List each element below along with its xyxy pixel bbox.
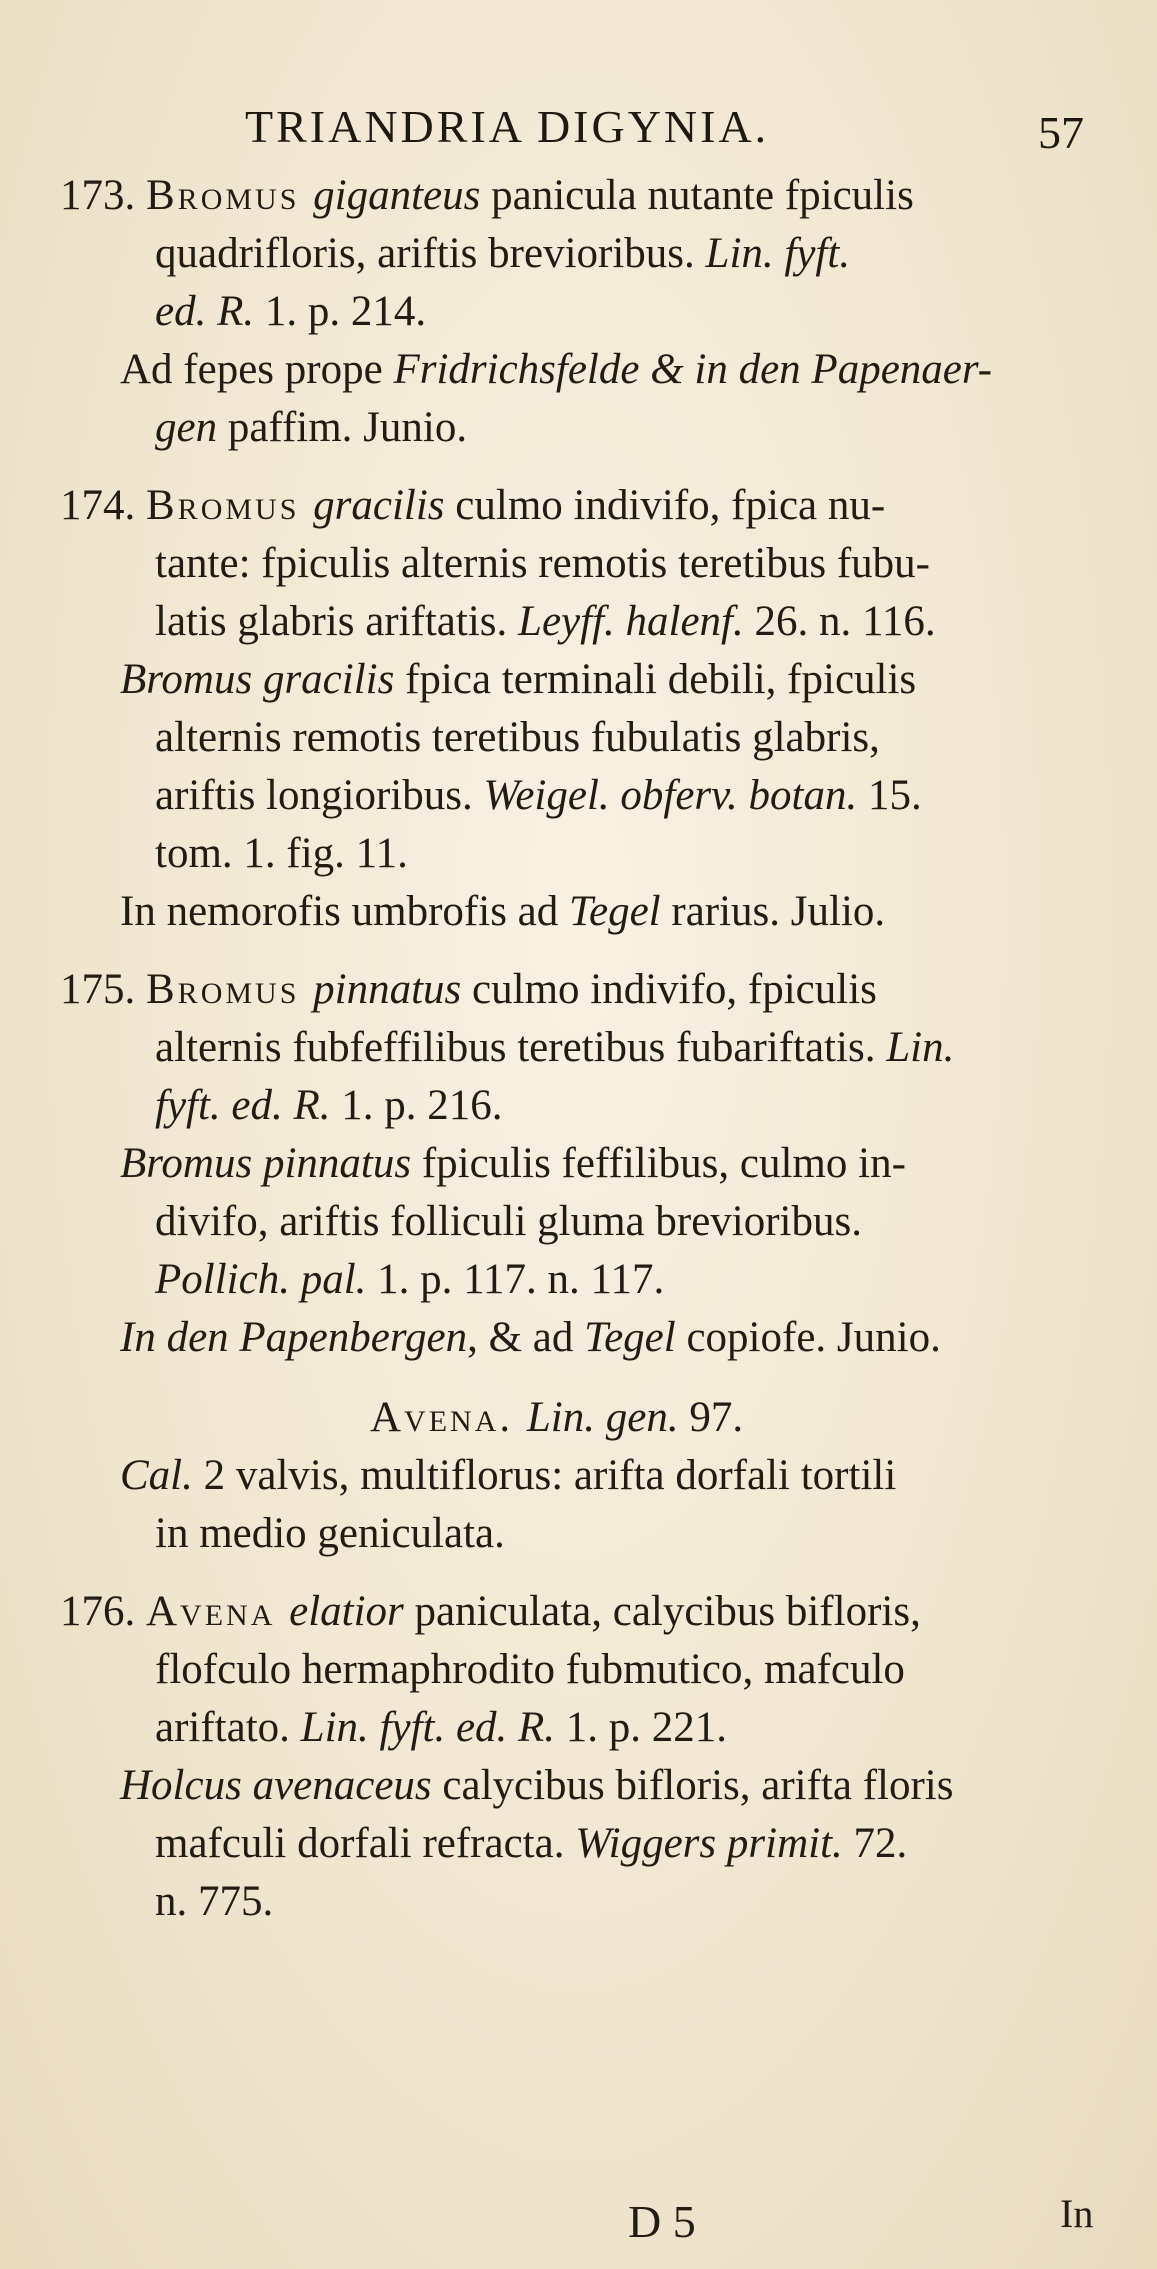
text-line xyxy=(120,1760,953,1812)
text-run: 1. p. 117. n. 117. xyxy=(366,1256,665,1303)
text-line xyxy=(155,538,930,590)
text-line xyxy=(155,1702,727,1754)
text-line xyxy=(155,402,467,454)
text-line xyxy=(155,1080,503,1132)
text-line xyxy=(155,770,922,822)
text-line xyxy=(155,1254,664,1306)
text-run: copiofe. Junio. xyxy=(675,1314,941,1361)
text-run: calycibus bifloris, arifta floris xyxy=(431,1762,954,1809)
entry-number: 176. xyxy=(60,1588,146,1635)
italic-text: Lin. fyft. ed. R. xyxy=(300,1704,556,1751)
italic-text: Tegel xyxy=(584,1314,676,1361)
italic-text: Lin. fyft. xyxy=(705,230,851,277)
signature-mark: D 5 xyxy=(628,2196,696,2247)
text-line xyxy=(60,170,914,222)
text-run: panicula nutante fpiculis xyxy=(480,172,914,219)
text-line xyxy=(120,1450,896,1502)
text-line xyxy=(155,1508,505,1560)
running-title: TRIANDRIA DIGYNIA. xyxy=(245,101,770,152)
genus-name: Bromus xyxy=(146,172,314,219)
italic-text: Lin. xyxy=(886,1024,955,1071)
text-run: mafculi dorfali refracta. xyxy=(155,1820,576,1867)
italic-text: Bromus gracilis xyxy=(120,656,395,703)
entry-number: 175. xyxy=(60,966,146,1013)
text-run: 26. n. 116. xyxy=(743,598,936,645)
text-run: 97. xyxy=(678,1394,744,1441)
italic-text: Bromus pinnatus xyxy=(120,1140,412,1187)
text-line xyxy=(155,228,850,280)
text-run: culmo indivifo, fpiculis xyxy=(461,966,877,1013)
genus-name: Bromus xyxy=(146,966,314,1013)
text-run: tom. 1. fig. 11. xyxy=(155,830,408,877)
text-run: fpica terminali debili, fpiculis xyxy=(394,656,917,703)
genus-name: Avena xyxy=(146,1588,290,1635)
text-line xyxy=(120,886,885,938)
italic-text: fyft. ed. R. xyxy=(155,1082,331,1129)
text-run: Ad fepes prope xyxy=(120,346,394,393)
text-run: fpiculis feffilibus, culmo in- xyxy=(411,1140,906,1187)
page-number: 57 xyxy=(1038,107,1084,158)
genus-name: Avena. xyxy=(370,1394,527,1441)
text-line xyxy=(120,1138,906,1190)
text-run: In nemorofis umbrofis ad xyxy=(120,888,570,935)
text-run: alternis remotis teretibus fubulatis glabris, xyxy=(155,714,880,761)
text-line xyxy=(120,654,916,706)
text-run: tante: fpiculis alternis remotis teretibus fubu- xyxy=(155,540,930,587)
text-line xyxy=(370,1392,743,1444)
text-run: ariftato. xyxy=(155,1704,301,1751)
entry-number: 174. xyxy=(60,482,146,529)
text-run: 15. xyxy=(857,772,922,819)
italic-text: Leyff. halenf. xyxy=(518,598,744,645)
italic-text: Tegel xyxy=(569,888,661,935)
text-run: , & ad xyxy=(467,1314,585,1361)
text-run: ariftis longioribus. xyxy=(155,772,484,819)
text-run: paniculata, calycibus bifloris, xyxy=(403,1588,921,1635)
text-line xyxy=(120,344,992,396)
catchword: In xyxy=(1060,2191,1094,2236)
italic-text: giganteus xyxy=(313,172,481,219)
text-run: flofculo hermaphrodito fubmutico, mafculo xyxy=(155,1646,905,1693)
text-line xyxy=(155,1818,907,1870)
italic-text: Lin. gen. xyxy=(526,1394,679,1441)
genus-name: Bromus xyxy=(146,482,314,529)
italic-text: pinnatus xyxy=(313,966,462,1013)
page-header xyxy=(0,100,1157,160)
text-line xyxy=(60,480,885,532)
italic-text: gen xyxy=(155,404,218,451)
text-run: latis glabris ariftatis. xyxy=(155,598,519,645)
italic-text: Fridrichsfelde & in den Papenaer- xyxy=(393,346,993,393)
text-line xyxy=(60,1586,921,1638)
text-line xyxy=(155,828,408,880)
text-run: paffim. Junio. xyxy=(217,404,468,451)
text-run: divifo, ariftis folliculi gluma brevioribus. xyxy=(155,1198,862,1245)
text-line xyxy=(155,286,426,338)
text-run: 72. xyxy=(842,1820,908,1867)
italic-text: Pollich. pal. xyxy=(155,1256,367,1303)
italic-text: elatior xyxy=(289,1588,404,1635)
text-run: quadrifloris, ariftis brevioribus. xyxy=(155,230,706,277)
text-run: n. 775. xyxy=(155,1878,274,1925)
text-line xyxy=(155,1644,905,1696)
text-run: 1. p. 216. xyxy=(330,1082,503,1129)
text-run: rarius. Julio. xyxy=(660,888,886,935)
italic-text: gracilis xyxy=(313,482,445,529)
text-run: culmo indivifo, fpica nu- xyxy=(444,482,886,529)
italic-text: In den Papenbergen xyxy=(120,1314,468,1361)
italic-text: Cal. xyxy=(120,1452,193,1499)
text-run: in medio geniculata. xyxy=(155,1510,505,1557)
italic-text: Weigel. obferv. botan. xyxy=(483,772,858,819)
text-line xyxy=(155,1022,954,1074)
italic-text: Wiggers primit. xyxy=(575,1820,843,1867)
text-line xyxy=(155,712,880,764)
italic-text: Holcus avenaceus xyxy=(120,1762,432,1809)
italic-text: ed. R. xyxy=(155,288,255,335)
text-line xyxy=(155,1876,273,1928)
entry-number: 173. xyxy=(60,172,146,219)
text-line xyxy=(155,1196,862,1248)
text-line xyxy=(155,596,936,648)
text-run: alternis fubfeffilibus teretibus fubariftatis. xyxy=(155,1024,887,1071)
text-run: 1. p. 221. xyxy=(555,1704,728,1751)
text-run: 1. p. 214. xyxy=(254,288,427,335)
text-run: 2 valvis, multiflorus: arifta dorfali tortili xyxy=(192,1452,897,1499)
text-line xyxy=(120,1312,941,1364)
text-line xyxy=(60,964,877,1016)
